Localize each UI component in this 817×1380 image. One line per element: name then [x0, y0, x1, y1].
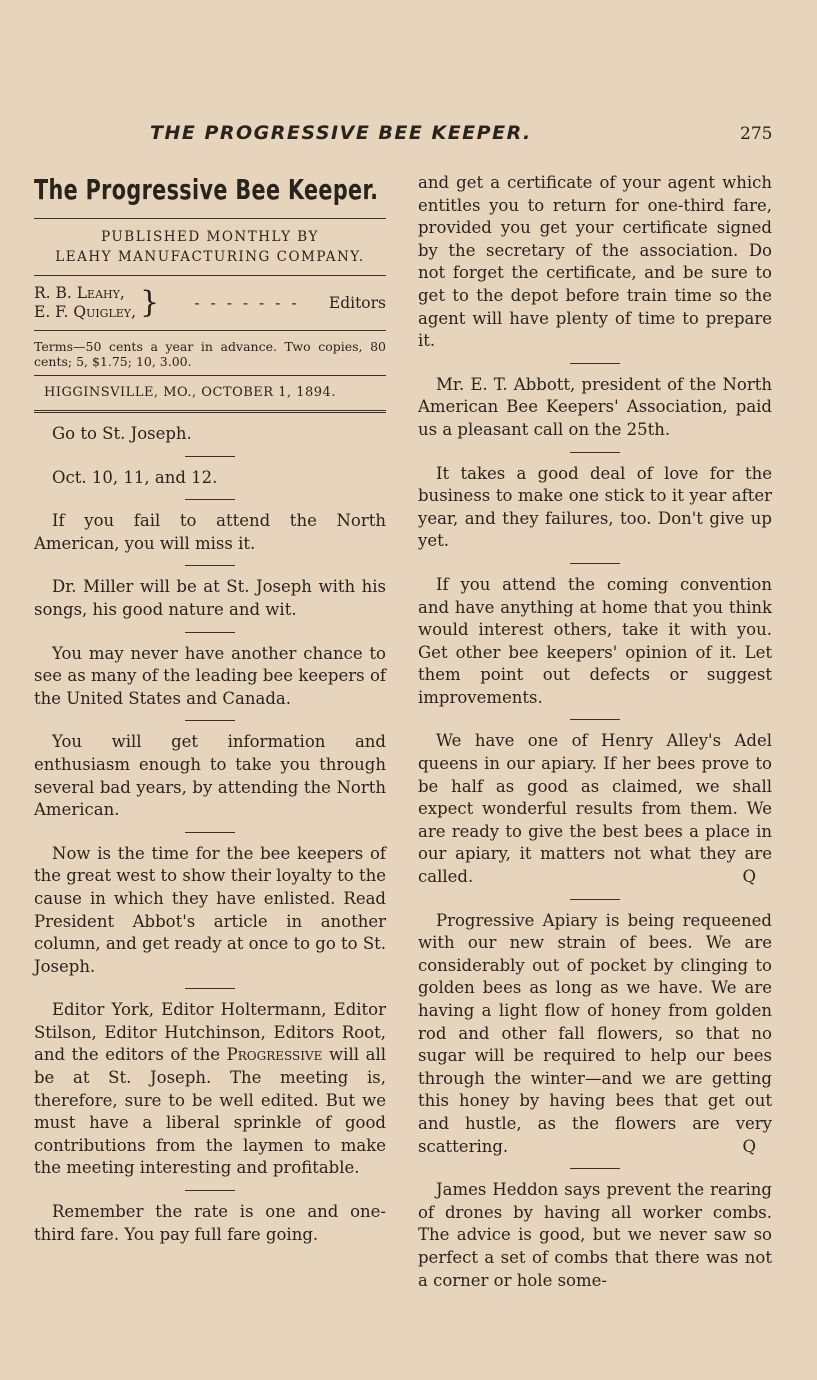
published-line: PUBLISHED MONTHLY BY — [101, 229, 319, 245]
editor-name-2: E. F. Quigley, — [34, 303, 136, 321]
paragraph: and get a certificate of your agent which entitles you to return for one-third fare, provided you get your certificate signed by the secretary of the association. Do not forget the certificate, and be sure to get to the depot before train time so the agent will have plenty of time to prepare it. — [418, 173, 772, 351]
paragraph-text: will all be at St. Joseph. The meeting is, therefore, sure to be well edited. But we must have a liberal sprinkle of good contributions from the laymen to make the meeting interesting and profitable. — [34, 1045, 386, 1178]
separator-rule — [570, 363, 620, 364]
paragraph-text: Editor York, Editor Holtermann, Editor Stilson, Editor Hutchinson, Editors Root, and the editors of the — [34, 1000, 386, 1065]
company-name: LEAHY MANUFACTURING COMPANY. — [55, 249, 365, 265]
separator-rule — [570, 719, 620, 720]
paragraph: If you fail to attend the North American, you will miss it. — [34, 511, 386, 553]
separator-rule — [570, 1168, 620, 1169]
left-column — [34, 172, 386, 1246]
separator-rule — [185, 632, 235, 633]
signature: Q — [742, 1136, 756, 1156]
journal-name: Progressive — [226, 1045, 323, 1065]
paragraph: You will get information and enthusiasm enough to take you through several bad years, by attending the North American. — [34, 732, 386, 820]
paragraph: You may never have another chance to see as many of the leading bee keepers of the United States and Canada. — [34, 643, 386, 708]
separator-rule — [570, 563, 620, 564]
masthead-title: The Progressive Bee Keeper. — [34, 173, 379, 206]
paragraph: Dr. Miller will be at St. Joseph with his songs, his good nature and wit. — [34, 577, 386, 619]
paragraph-text: We have one of Henry Alley's Adel queens in our apiary. If her bees prove to be half as good as claimed, we shall expect wonderful results from them. We are ready to give the best bees a place in our apiary, it matters not what they are called. — [418, 731, 772, 887]
editor-name-1: R. B. Leahy, — [34, 284, 125, 302]
separator-rule — [185, 720, 235, 721]
editor-names — [34, 284, 136, 322]
signature: Q — [742, 867, 756, 887]
paragraph: If you attend the coming convention and have anything at home that you think would interest others, take it with you. Get other bee keepers' opinion of it. Let them point out defects or suggest improvements. — [418, 574, 772, 707]
right-column — [418, 172, 772, 1292]
paragraph: Mr. E. T. Abbott, president of the North American Bee Keepers' Association, paid us a pleasant call on the 25th. — [418, 374, 772, 439]
paragraph — [34, 999, 386, 1180]
separator-rule — [185, 565, 235, 566]
paragraph: Now is the time for the bee keepers of the great west to show their loyalty to the cause in which they have enlisted. Read President Abbot's article in another column, and get ready at once to go to St. Joseph. — [34, 843, 386, 976]
paragraph: James Heddon says prevent the rearing of drones by having all worker combs. The advice is good, but we never saw so perfect a set of combs that there was not a corner or hole some- — [418, 1180, 772, 1290]
page-number: 275 — [740, 124, 773, 144]
separator-rule — [185, 988, 235, 989]
company-rule — [34, 275, 386, 276]
separator-rule — [185, 1190, 235, 1191]
running-title: THE PROGRESSIVE BEE KEEPER. — [150, 122, 532, 144]
separator-rule — [185, 499, 235, 500]
separator-rule — [570, 452, 620, 453]
paragraph — [418, 730, 772, 888]
terms-rule — [34, 375, 386, 376]
separator-rule — [185, 456, 235, 457]
paragraph: Go to St. Joseph. — [52, 424, 192, 443]
separator-rule — [185, 832, 235, 833]
editors-rule — [34, 330, 386, 331]
paragraph-text: Progressive Apiary is being requeened with our new strain of bees. We are considerably out of pocket by clinging to golden bees as long as we have. We are having a light flow of honey from golden rod and other fall flowers, so that no sugar will be required to help our bees through the winter—and we are getting this honey by having bees that get out and hustle, as the flowers are very scattering. — [418, 910, 772, 1156]
editors-label: Editors — [328, 293, 386, 312]
masthead-rule — [34, 218, 386, 219]
paragraph: Oct. 10, 11, and 12. — [52, 467, 218, 487]
paragraph: It takes a good deal of love for the business to make one stick to it year after year, and they failures, too. Don't give up yet. — [418, 463, 772, 551]
editor-dashes: - - - - - - - — [194, 293, 300, 312]
paragraph: Remember the rate is one and one-third fare. You pay full fare going. — [34, 1202, 386, 1244]
separator-rule — [570, 899, 620, 900]
paragraph — [418, 910, 772, 1159]
subscription-terms: Terms—50 cents a year in advance. Two copies, 80 cents; 5, $1.75; 10, 3.00. — [34, 339, 386, 369]
brace-icon: } — [140, 285, 160, 320]
editors-block — [34, 284, 386, 322]
dateline: HIGGINSVILLE, MO., OCTOBER 1, 1894. — [44, 385, 336, 400]
